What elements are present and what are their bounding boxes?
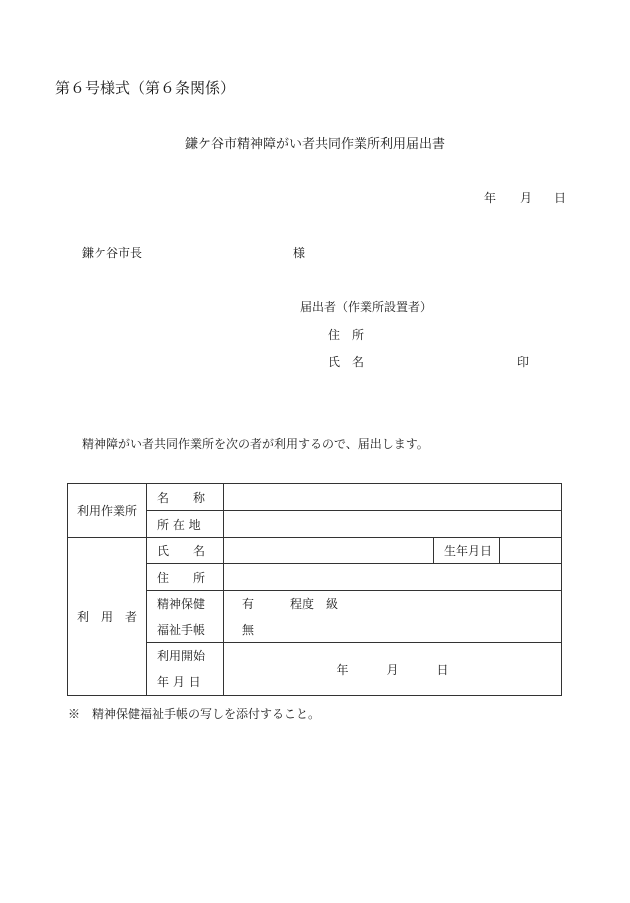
birth-date-field[interactable] [500, 538, 562, 564]
handbook-grade: 程度 [290, 597, 315, 612]
birth-date-label: 生年月日 [434, 538, 500, 564]
user-name-label: 氏 名 [147, 538, 224, 564]
start-date-label [147, 643, 224, 696]
document-title: 鎌ケ谷市精神障がい者共同作業所利用届出書 [184, 137, 445, 152]
form-number: 第６号様式（第６条関係） [55, 79, 236, 97]
seal-label: 印 [517, 355, 530, 369]
applicant-name-label: 氏 名 [328, 355, 365, 369]
recipient-name: 鎌ケ谷市長 [82, 246, 143, 260]
user-address-field[interactable] [224, 564, 562, 591]
facility-name-label: 名 称 [147, 484, 224, 511]
handbook-have-row[interactable] [224, 591, 562, 617]
facility-name-field[interactable] [224, 484, 562, 511]
date-year-label: 年 [484, 191, 497, 205]
facility-location-field[interactable] [224, 511, 562, 538]
footnote: ※ 精神保健福祉手帳の写しを添付すること。 [68, 707, 321, 721]
usage-table [67, 483, 562, 696]
user-address-label: 住 所 [147, 564, 224, 591]
user-name-field[interactable] [224, 538, 434, 564]
user-group-label: 利 用 者 [68, 538, 147, 696]
handbook-none: 無 [242, 622, 255, 637]
start-year: 年 [336, 662, 349, 677]
statement-text: 精神障がい者共同作業所を次の者が利用するので、届出します。 [82, 437, 429, 451]
date-month-label: 月 [520, 191, 533, 205]
start-month: 月 [386, 662, 399, 677]
applicant-address-label: 住 所 [328, 328, 365, 342]
handbook-level: 級 [326, 597, 339, 612]
start-date-label-line2: 年 月 日 [157, 675, 201, 689]
facility-group-label: 利用作業所 [68, 484, 147, 538]
handbook-have: 有 [242, 597, 255, 612]
recipient-honorific: 様 [293, 246, 306, 260]
handbook-label-line1: 精神保健 [147, 591, 224, 617]
start-date-label-line1: 利用開始 [157, 649, 206, 663]
applicant-label: 届出者（作業所設置者） [300, 300, 433, 314]
date-day-label: 日 [554, 191, 567, 205]
handbook-none-row[interactable] [224, 617, 562, 643]
start-day: 日 [436, 662, 449, 677]
start-date-field[interactable] [224, 643, 562, 696]
handbook-label-line2: 福祉手帳 [147, 617, 224, 643]
facility-location-label: 所 在 地 [147, 511, 224, 538]
